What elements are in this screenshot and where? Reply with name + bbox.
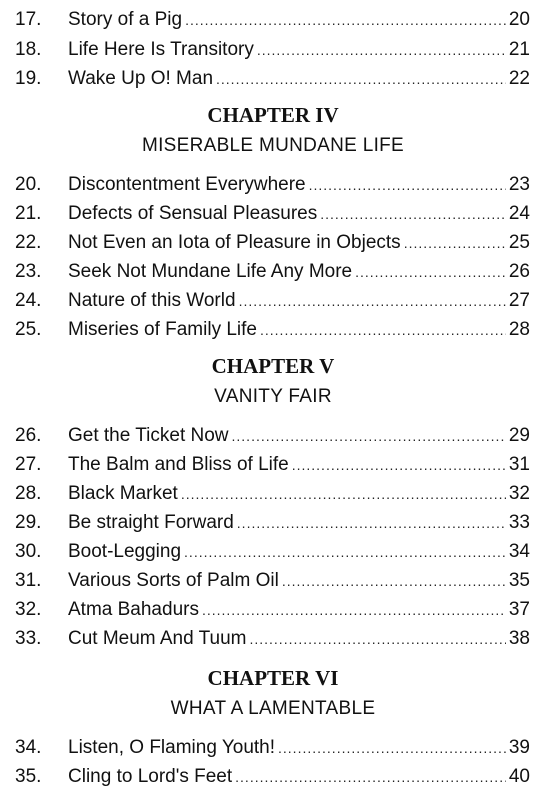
- entry-title: The Balm and Bliss of Life: [68, 454, 289, 475]
- entry-title: Various Sorts of Palm Oil: [68, 570, 279, 591]
- entry-number: 30.: [15, 541, 42, 562]
- dot-leader: [355, 259, 506, 285]
- toc-entry: [15, 597, 530, 623]
- entry-page-number: 38: [508, 628, 530, 649]
- entry-page-number: 33: [508, 512, 530, 533]
- entry-number: 24.: [15, 290, 42, 311]
- entry-page-number: 24: [508, 203, 530, 224]
- toc-entry: [15, 172, 530, 198]
- entry-page-number: 34: [508, 541, 530, 562]
- toc-entry: [15, 452, 530, 478]
- dot-leader: [257, 37, 506, 63]
- entry-title: Seek Not Mundane Life Any More: [68, 261, 353, 282]
- toc-entry: [15, 317, 530, 343]
- entry-title: Wake Up O! Man: [68, 68, 214, 89]
- toc-entry: [15, 288, 530, 314]
- toc-entry: [15, 539, 530, 565]
- toc-entry: [15, 735, 530, 761]
- dot-leader: [292, 452, 506, 478]
- entry-title: Nature of this World: [68, 290, 236, 311]
- entry-title: Defects of Sensual Pleasures: [68, 203, 318, 224]
- dot-leader: [239, 288, 506, 314]
- toc-entry: [15, 230, 530, 256]
- entry-number: 25.: [15, 319, 42, 340]
- entry-number: 28.: [15, 483, 42, 504]
- entry-page-number: 35: [508, 570, 530, 591]
- chapter-heading: CHAPTER IV: [207, 103, 339, 127]
- entry-title: Cling to Lord's Feet: [68, 766, 233, 787]
- entry-number: 19.: [15, 68, 42, 89]
- entry-number: 29.: [15, 512, 42, 533]
- dot-leader: [232, 423, 506, 449]
- entry-number: 23.: [15, 261, 42, 282]
- dot-leader: [249, 626, 505, 652]
- entry-page-number: 40: [508, 766, 530, 787]
- entry-title: Not Even an Iota of Pleasure in Objects: [68, 232, 401, 253]
- entry-number: 34.: [15, 737, 42, 758]
- dot-leader: [282, 568, 506, 594]
- entry-title: Atma Bahadurs: [68, 599, 199, 620]
- toc-entry: [15, 37, 530, 63]
- dot-leader: [404, 230, 506, 256]
- chapter-subtitle: WHAT A LAMENTABLE: [170, 698, 376, 719]
- toc-entry: [15, 764, 530, 790]
- entry-number: 33.: [15, 628, 42, 649]
- toc-entry: [15, 481, 530, 507]
- entry-number: 31.: [15, 570, 42, 591]
- entry-page-number: 22: [508, 68, 530, 89]
- dot-leader: [237, 510, 506, 536]
- toc-entry: [15, 259, 530, 285]
- entry-title: Be straight Forward: [68, 512, 234, 533]
- entry-number: 21.: [15, 203, 42, 224]
- chapter-heading: CHAPTER VI: [207, 666, 339, 690]
- toc-entry: [15, 626, 530, 652]
- toc-entry: [15, 66, 530, 92]
- toc-entry: [15, 201, 530, 227]
- entry-title: Life Here Is Transitory: [68, 39, 254, 60]
- entry-number: 22.: [15, 232, 42, 253]
- entry-page-number: 37: [508, 599, 530, 620]
- chapter-subtitle: MISERABLE MUNDANE LIFE: [141, 135, 405, 156]
- entry-page-number: 28: [508, 319, 530, 340]
- entry-page-number: 23: [508, 174, 530, 195]
- chapter-heading: CHAPTER V: [211, 354, 335, 378]
- entry-page-number: 32: [508, 483, 530, 504]
- entry-number: 27.: [15, 454, 42, 475]
- dot-leader: [320, 201, 506, 227]
- entry-title: Listen, O Flaming Youth!: [68, 737, 276, 758]
- entry-number: 26.: [15, 425, 42, 446]
- dot-leader: [216, 66, 506, 92]
- toc-entry: [15, 510, 530, 536]
- entry-page-number: 39: [508, 737, 530, 758]
- entry-title: Get the Ticket Now: [68, 425, 229, 446]
- toc-entry: [15, 423, 530, 449]
- entry-page-number: 25: [508, 232, 530, 253]
- entry-page-number: 27: [508, 290, 530, 311]
- entry-page-number: 29: [508, 425, 530, 446]
- entry-title: Story of a Pig: [68, 9, 183, 30]
- dot-leader: [184, 539, 506, 565]
- dot-leader: [185, 7, 506, 33]
- entry-number: 18.: [15, 39, 42, 60]
- entry-title: Black Market: [68, 483, 178, 504]
- dot-leader: [181, 481, 506, 507]
- dot-leader: [260, 317, 506, 343]
- toc-entry: [15, 568, 530, 594]
- entry-number: 17.: [15, 9, 42, 30]
- entry-page-number: 31: [508, 454, 530, 475]
- entry-page-number: 20: [508, 9, 530, 30]
- entry-number: 32.: [15, 599, 42, 620]
- entry-number: 20.: [15, 174, 42, 195]
- entry-title: Discontentment Everywhere: [68, 174, 306, 195]
- toc-entry: [15, 7, 530, 33]
- entry-title: Cut Meum And Tuum: [68, 628, 247, 649]
- dot-leader: [202, 597, 506, 623]
- dot-leader: [235, 764, 506, 790]
- dot-leader: [309, 172, 506, 198]
- dot-leader: [278, 735, 506, 761]
- entry-page-number: 26: [508, 261, 530, 282]
- chapter-subtitle: VANITY FAIR: [214, 386, 332, 407]
- entry-number: 35.: [15, 766, 42, 787]
- entry-title: Miseries of Family Life: [68, 319, 257, 340]
- entry-page-number: 21: [508, 39, 530, 60]
- entry-title: Boot-Legging: [68, 541, 182, 562]
